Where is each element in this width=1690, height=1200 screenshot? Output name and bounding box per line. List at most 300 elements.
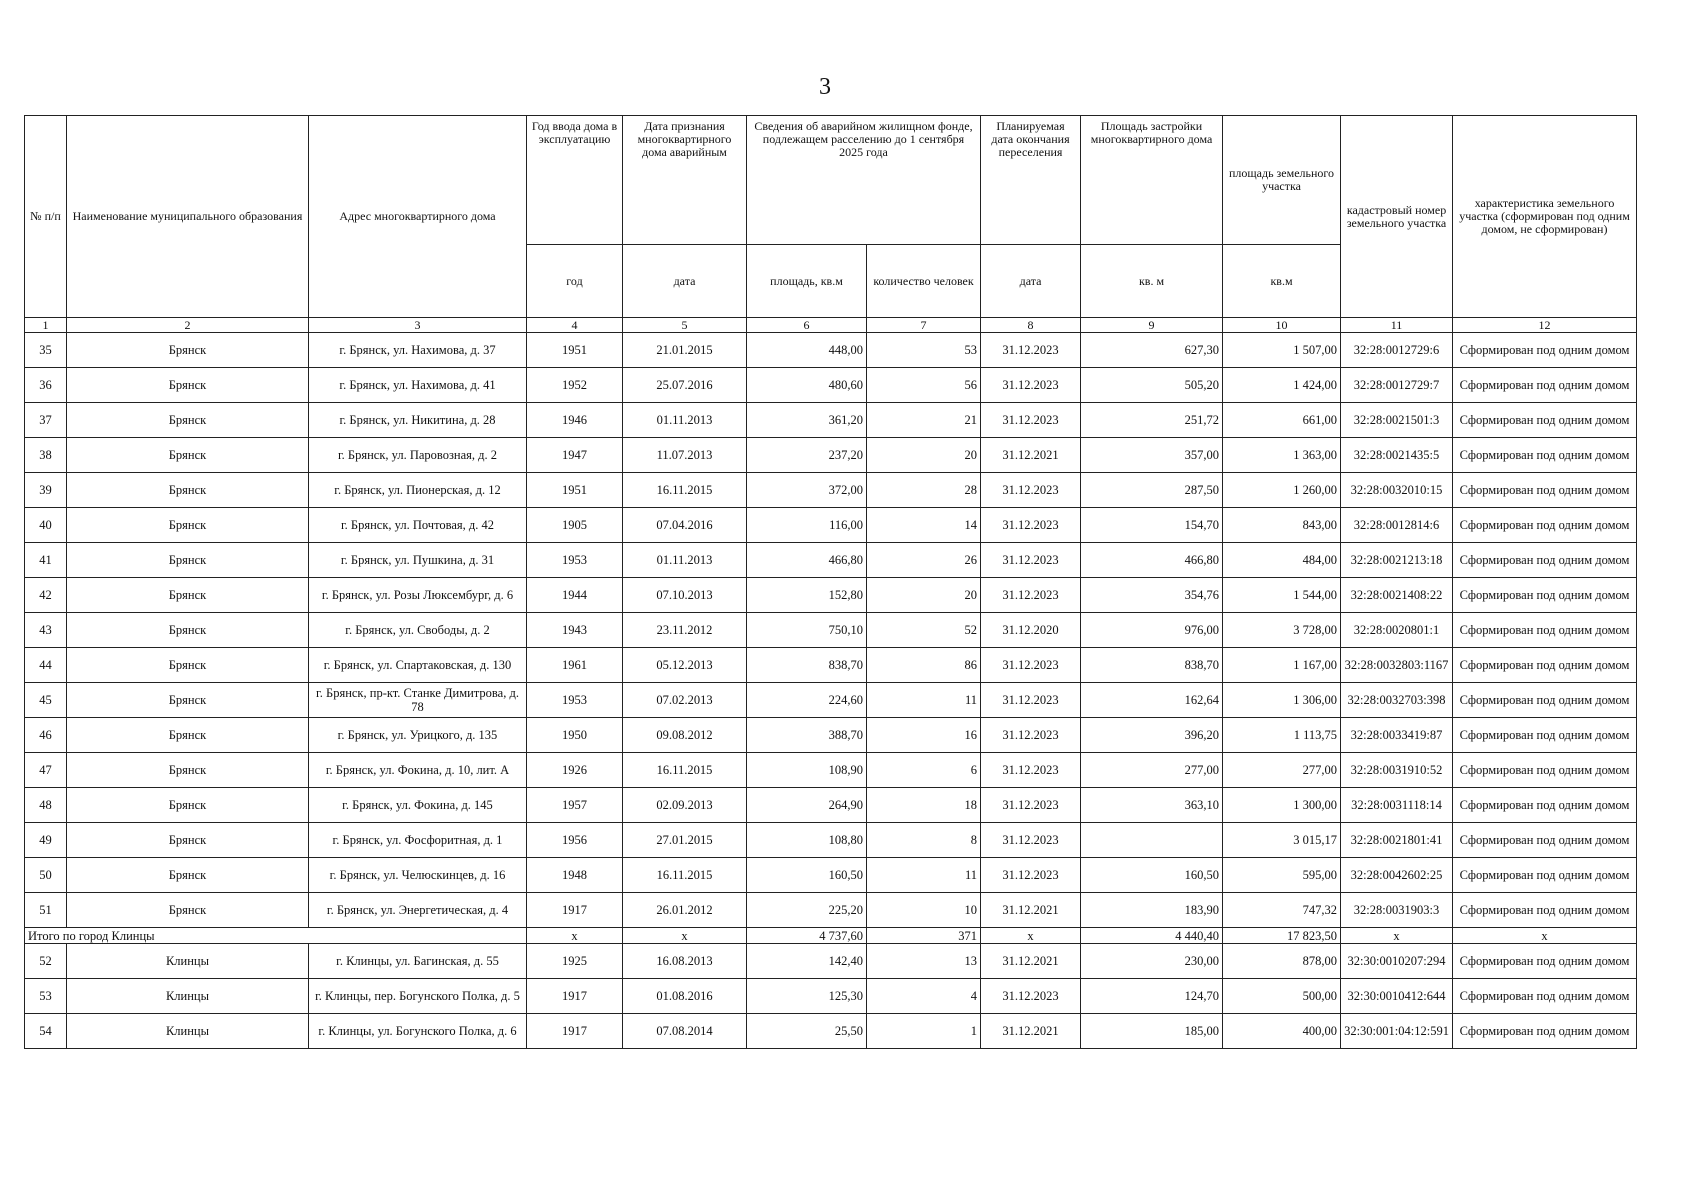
row-land-area: 1 363,00 — [1223, 438, 1341, 473]
row-area: 480,60 — [747, 368, 867, 403]
row-people: 26 — [867, 543, 981, 578]
row-address: г. Брянск, ул. Спартаковская, д. 130 — [309, 648, 527, 683]
row-characteristic: Сформирован под одним домом — [1453, 473, 1637, 508]
row-area: 838,70 — [747, 648, 867, 683]
table-header — [25, 116, 1637, 333]
row-plan-date: 31.12.2021 — [981, 438, 1081, 473]
row-people: 11 — [867, 858, 981, 893]
row-cadastral: 32:28:0012729:7 — [1341, 368, 1453, 403]
row-year: 1944 — [527, 578, 623, 613]
row-land-area: 843,00 — [1223, 508, 1341, 543]
row-cadastral: 32:30:001:04:12:591 — [1341, 1014, 1453, 1049]
row-year: 1917 — [527, 979, 623, 1014]
row-plan-date: 31.12.2023 — [981, 683, 1081, 718]
row-year: 1943 — [527, 613, 623, 648]
subheader-build-sqm: кв. м — [1081, 245, 1223, 318]
row-build-area: 183,90 — [1081, 893, 1223, 928]
row-characteristic: Сформирован под одним домом — [1453, 788, 1637, 823]
row-plan-date: 31.12.2023 — [981, 368, 1081, 403]
row-number: 38 — [25, 438, 67, 473]
row-year: 1947 — [527, 438, 623, 473]
row-area: 448,00 — [747, 333, 867, 368]
row-address: г. Клинцы, ул. Богунского Полка, д. 6 — [309, 1014, 527, 1049]
row-land-area: 1 507,00 — [1223, 333, 1341, 368]
row-build-area: 277,00 — [1081, 753, 1223, 788]
row-emergency-date: 16.11.2015 — [623, 858, 747, 893]
row-plan-date: 31.12.2023 — [981, 979, 1081, 1014]
header-col-planned-date: Планируемая дата окончания переселения — [981, 116, 1081, 245]
row-people: 6 — [867, 753, 981, 788]
row-year: 1926 — [527, 753, 623, 788]
row-area: 25,50 — [747, 1014, 867, 1049]
row-number: 35 — [25, 333, 67, 368]
row-characteristic: Сформирован под одним домом — [1453, 858, 1637, 893]
row-people: 8 — [867, 823, 981, 858]
row-municipality: Брянск — [67, 473, 309, 508]
row-address: г. Клинцы, пер. Богунского Полка, д. 5 — [309, 979, 527, 1014]
row-build-area: 160,50 — [1081, 858, 1223, 893]
table-row — [25, 473, 1637, 508]
row-plan-date: 31.12.2023 — [981, 823, 1081, 858]
header-col-year: Год ввода дома в эксплуатацию — [527, 116, 623, 245]
row-number: 53 — [25, 979, 67, 1014]
row-people: 1 — [867, 1014, 981, 1049]
row-emergency-date: 25.07.2016 — [623, 368, 747, 403]
row-cadastral: 32:28:0032703:398 — [1341, 683, 1453, 718]
row-area: 372,00 — [747, 473, 867, 508]
row-people: 53 — [867, 333, 981, 368]
row-people: 56 — [867, 368, 981, 403]
table-row — [25, 788, 1637, 823]
row-land-area: 3 015,17 — [1223, 823, 1341, 858]
row-build-area: 363,10 — [1081, 788, 1223, 823]
subheader-date: дата — [623, 245, 747, 318]
row-area: 237,20 — [747, 438, 867, 473]
row-number: 36 — [25, 368, 67, 403]
row-build-area: 354,76 — [1081, 578, 1223, 613]
table-body-bryansk — [25, 333, 1637, 928]
row-build-area: 466,80 — [1081, 543, 1223, 578]
row-emergency-date: 21.01.2015 — [623, 333, 747, 368]
header-col-address: Адрес многоквартирного дома — [309, 116, 527, 318]
table-row — [25, 543, 1637, 578]
row-address: г. Брянск, ул. Фокина, д. 145 — [309, 788, 527, 823]
table-row — [25, 683, 1637, 718]
row-characteristic: Сформирован под одним домом — [1453, 438, 1637, 473]
row-cadastral: 32:28:0021213:18 — [1341, 543, 1453, 578]
row-municipality: Брянск — [67, 543, 309, 578]
row-build-area: 505,20 — [1081, 368, 1223, 403]
table-row — [25, 368, 1637, 403]
column-number: 2 — [67, 318, 309, 333]
row-plan-date: 31.12.2023 — [981, 403, 1081, 438]
row-municipality: Брянск — [67, 858, 309, 893]
row-municipality: Брянск — [67, 648, 309, 683]
table-row — [25, 1014, 1637, 1049]
row-year: 1951 — [527, 473, 623, 508]
row-land-area: 747,32 — [1223, 893, 1341, 928]
row-emergency-date: 26.01.2012 — [623, 893, 747, 928]
subheader-people: количество человек — [867, 245, 981, 318]
row-number: 54 — [25, 1014, 67, 1049]
table-row — [25, 944, 1637, 979]
row-year: 1950 — [527, 718, 623, 753]
table-row — [25, 823, 1637, 858]
row-characteristic: Сформирован под одним домом — [1453, 683, 1637, 718]
row-year: 1905 — [527, 508, 623, 543]
row-people: 21 — [867, 403, 981, 438]
row-municipality: Брянск — [67, 613, 309, 648]
row-address: г. Клинцы, ул. Багинская, д. 55 — [309, 944, 527, 979]
row-characteristic: Сформирован под одним домом — [1453, 508, 1637, 543]
column-number: 3 — [309, 318, 527, 333]
row-year: 1946 — [527, 403, 623, 438]
row-municipality: Брянск — [67, 823, 309, 858]
row-year: 1951 — [527, 333, 623, 368]
column-number: 1 — [25, 318, 67, 333]
row-year: 1917 — [527, 1014, 623, 1049]
row-emergency-date: 27.01.2015 — [623, 823, 747, 858]
row-plan-date: 31.12.2023 — [981, 788, 1081, 823]
row-area: 160,50 — [747, 858, 867, 893]
row-people: 52 — [867, 613, 981, 648]
row-number: 51 — [25, 893, 67, 928]
row-characteristic: Сформирован под одним домом — [1453, 578, 1637, 613]
table-row — [25, 403, 1637, 438]
row-number: 43 — [25, 613, 67, 648]
row-people: 14 — [867, 508, 981, 543]
row-number: 37 — [25, 403, 67, 438]
row-people: 18 — [867, 788, 981, 823]
row-plan-date: 31.12.2023 — [981, 473, 1081, 508]
row-area: 125,30 — [747, 979, 867, 1014]
row-characteristic: Сформирован под одним домом — [1453, 333, 1637, 368]
row-emergency-date: 07.04.2016 — [623, 508, 747, 543]
row-cadastral: 32:28:0032010:15 — [1341, 473, 1453, 508]
row-address: г. Брянск, ул. Фокина, д. 10, лит. А — [309, 753, 527, 788]
header-col-municipality: Наименование муниципального образования — [67, 116, 309, 318]
row-people: 13 — [867, 944, 981, 979]
header-col-housing-info: Сведения об аварийном жилищном фонде, подлежащем расселению до 1 сентября 2025 года — [747, 116, 981, 245]
row-address: г. Брянск, ул. Челюскинцев, д. 16 — [309, 858, 527, 893]
total-land: 17 823,50 — [1223, 928, 1341, 944]
row-plan-date: 31.12.2021 — [981, 944, 1081, 979]
row-characteristic: Сформирован под одним домом — [1453, 543, 1637, 578]
row-land-area: 1 544,00 — [1223, 578, 1341, 613]
row-number: 39 — [25, 473, 67, 508]
row-address: г. Брянск, ул. Паровозная, д. 2 — [309, 438, 527, 473]
row-municipality: Брянск — [67, 753, 309, 788]
row-cadastral: 32:30:0010207:294 — [1341, 944, 1453, 979]
row-plan-date: 31.12.2023 — [981, 578, 1081, 613]
row-number: 48 — [25, 788, 67, 823]
row-address: г. Брянск, ул. Пушкина, д. 31 — [309, 543, 527, 578]
row-people: 20 — [867, 438, 981, 473]
row-address: г. Брянск, ул. Нахимова, д. 37 — [309, 333, 527, 368]
row-emergency-date: 02.09.2013 — [623, 788, 747, 823]
row-cadastral: 32:28:0031903:3 — [1341, 893, 1453, 928]
row-year: 1948 — [527, 858, 623, 893]
row-land-area: 277,00 — [1223, 753, 1341, 788]
header-col-number: № п/п — [25, 116, 67, 318]
row-cadastral: 32:28:0042602:25 — [1341, 858, 1453, 893]
row-municipality: Клинцы — [67, 944, 309, 979]
table-row — [25, 753, 1637, 788]
row-characteristic: Сформирован под одним домом — [1453, 718, 1637, 753]
row-cadastral: 32:28:0032803:1167 — [1341, 648, 1453, 683]
column-number: 12 — [1453, 318, 1637, 333]
row-plan-date: 31.12.2023 — [981, 543, 1081, 578]
row-plan-date: 31.12.2023 — [981, 333, 1081, 368]
row-municipality: Брянск — [67, 333, 309, 368]
row-area: 152,80 — [747, 578, 867, 613]
row-area: 116,00 — [747, 508, 867, 543]
row-number: 42 — [25, 578, 67, 613]
subheader-plan-date: дата — [981, 245, 1081, 318]
row-cadastral: 32:28:0012814:6 — [1341, 508, 1453, 543]
row-land-area: 1 167,00 — [1223, 648, 1341, 683]
row-address: г. Брянск, ул. Никитина, д. 28 — [309, 403, 527, 438]
row-year: 1952 — [527, 368, 623, 403]
row-number: 40 — [25, 508, 67, 543]
column-number: 8 — [981, 318, 1081, 333]
row-year: 1953 — [527, 543, 623, 578]
row-land-area: 661,00 — [1223, 403, 1341, 438]
row-area: 388,70 — [747, 718, 867, 753]
row-municipality: Клинцы — [67, 1014, 309, 1049]
row-build-area: 396,20 — [1081, 718, 1223, 753]
row-people: 10 — [867, 893, 981, 928]
row-cadastral: 32:28:0021801:41 — [1341, 823, 1453, 858]
row-address: г. Брянск, ул. Почтовая, д. 42 — [309, 508, 527, 543]
row-emergency-date: 11.07.2013 — [623, 438, 747, 473]
table-row — [25, 718, 1637, 753]
row-cadastral: 32:28:0021501:3 — [1341, 403, 1453, 438]
row-people: 11 — [867, 683, 981, 718]
row-number: 49 — [25, 823, 67, 858]
row-land-area: 484,00 — [1223, 543, 1341, 578]
row-area: 466,80 — [747, 543, 867, 578]
row-area: 225,20 — [747, 893, 867, 928]
resettlement-table — [24, 115, 1637, 1049]
row-cadastral: 32:28:0021408:22 — [1341, 578, 1453, 613]
header-col-land-area: площадь земельного участка — [1223, 116, 1341, 245]
row-area: 108,90 — [747, 753, 867, 788]
row-build-area: 154,70 — [1081, 508, 1223, 543]
table-row — [25, 648, 1637, 683]
row-plan-date: 31.12.2023 — [981, 858, 1081, 893]
total-year: x — [527, 928, 623, 944]
row-land-area: 1 260,00 — [1223, 473, 1341, 508]
row-municipality: Брянск — [67, 788, 309, 823]
row-land-area: 1 306,00 — [1223, 683, 1341, 718]
row-municipality: Брянск — [67, 438, 309, 473]
row-characteristic: Сформирован под одним домом — [1453, 753, 1637, 788]
subheader-land-sqm: кв.м — [1223, 245, 1341, 318]
row-plan-date: 31.12.2023 — [981, 753, 1081, 788]
row-build-area: 976,00 — [1081, 613, 1223, 648]
row-area: 750,10 — [747, 613, 867, 648]
row-emergency-date: 16.11.2015 — [623, 473, 747, 508]
row-address: г. Брянск, ул. Розы Люксембург, д. 6 — [309, 578, 527, 613]
table-total — [25, 928, 1637, 944]
row-land-area: 878,00 — [1223, 944, 1341, 979]
row-people: 28 — [867, 473, 981, 508]
row-municipality: Брянск — [67, 403, 309, 438]
row-address: г. Брянск, пр-кт. Станке Димитрова, д. 78 — [309, 683, 527, 718]
row-land-area: 400,00 — [1223, 1014, 1341, 1049]
row-area: 264,90 — [747, 788, 867, 823]
table-row — [25, 333, 1637, 368]
table-row — [25, 979, 1637, 1014]
row-number: 41 — [25, 543, 67, 578]
row-year: 1917 — [527, 893, 623, 928]
total-plan: x — [981, 928, 1081, 944]
table-row — [25, 613, 1637, 648]
row-land-area: 1 424,00 — [1223, 368, 1341, 403]
row-emergency-date: 07.10.2013 — [623, 578, 747, 613]
row-year: 1953 — [527, 683, 623, 718]
total-char: x — [1453, 928, 1637, 944]
row-land-area: 1 300,00 — [1223, 788, 1341, 823]
column-number: 11 — [1341, 318, 1453, 333]
row-build-area: 185,00 — [1081, 1014, 1223, 1049]
row-area: 142,40 — [747, 944, 867, 979]
row-characteristic: Сформирован под одним домом — [1453, 979, 1637, 1014]
total-area: 4 737,60 — [747, 928, 867, 944]
row-characteristic: Сформирован под одним домом — [1453, 893, 1637, 928]
row-municipality: Брянск — [67, 683, 309, 718]
row-year: 1956 — [527, 823, 623, 858]
row-characteristic: Сформирован под одним домом — [1453, 613, 1637, 648]
row-address: г. Брянск, ул. Энергетическая, д. 4 — [309, 893, 527, 928]
row-land-area: 595,00 — [1223, 858, 1341, 893]
row-characteristic: Сформирован под одним домом — [1453, 648, 1637, 683]
total-date: x — [623, 928, 747, 944]
row-people: 4 — [867, 979, 981, 1014]
column-number: 10 — [1223, 318, 1341, 333]
row-characteristic: Сформирован под одним домом — [1453, 944, 1637, 979]
table-row — [25, 893, 1637, 928]
row-plan-date: 31.12.2023 — [981, 718, 1081, 753]
row-people: 20 — [867, 578, 981, 613]
row-number: 52 — [25, 944, 67, 979]
total-row — [25, 928, 1637, 944]
subheader-area: площадь, кв.м — [747, 245, 867, 318]
row-municipality: Брянск — [67, 718, 309, 753]
row-build-area: 162,64 — [1081, 683, 1223, 718]
row-year: 1957 — [527, 788, 623, 823]
row-emergency-date: 05.12.2013 — [623, 648, 747, 683]
row-year: 1961 — [527, 648, 623, 683]
row-emergency-date: 09.08.2012 — [623, 718, 747, 753]
row-land-area: 3 728,00 — [1223, 613, 1341, 648]
row-build-area: 357,00 — [1081, 438, 1223, 473]
column-number: 6 — [747, 318, 867, 333]
row-cadastral: 32:28:0031910:52 — [1341, 753, 1453, 788]
row-area: 224,60 — [747, 683, 867, 718]
row-year: 1925 — [527, 944, 623, 979]
table-row — [25, 578, 1637, 613]
row-emergency-date: 01.11.2013 — [623, 403, 747, 438]
row-number: 47 — [25, 753, 67, 788]
row-address: г. Брянск, ул. Урицкого, д. 135 — [309, 718, 527, 753]
row-cadastral: 32:30:0010412:644 — [1341, 979, 1453, 1014]
row-cadastral: 32:28:0021435:5 — [1341, 438, 1453, 473]
row-emergency-date: 23.11.2012 — [623, 613, 747, 648]
total-label: Итого по город Клинцы — [25, 928, 527, 944]
row-municipality: Брянск — [67, 368, 309, 403]
row-emergency-date: 07.02.2013 — [623, 683, 747, 718]
row-people: 86 — [867, 648, 981, 683]
row-emergency-date: 16.08.2013 — [623, 944, 747, 979]
row-cadastral: 32:28:0012729:6 — [1341, 333, 1453, 368]
row-cadastral: 32:28:0033419:87 — [1341, 718, 1453, 753]
table-row — [25, 858, 1637, 893]
row-characteristic: Сформирован под одним домом — [1453, 1014, 1637, 1049]
row-number: 50 — [25, 858, 67, 893]
row-land-area: 500,00 — [1223, 979, 1341, 1014]
row-municipality: Брянск — [67, 578, 309, 613]
row-municipality: Брянск — [67, 508, 309, 543]
row-address: г. Брянск, ул. Пионерская, д. 12 — [309, 473, 527, 508]
row-build-area: 627,30 — [1081, 333, 1223, 368]
row-area: 108,80 — [747, 823, 867, 858]
row-characteristic: Сформирован под одним домом — [1453, 823, 1637, 858]
total-build: 4 440,40 — [1081, 928, 1223, 944]
row-emergency-date: 07.08.2014 — [623, 1014, 747, 1049]
table-row — [25, 508, 1637, 543]
row-emergency-date: 01.11.2013 — [623, 543, 747, 578]
row-address: г. Брянск, ул. Фосфоритная, д. 1 — [309, 823, 527, 858]
table-row — [25, 438, 1637, 473]
total-cad: x — [1341, 928, 1453, 944]
row-cadastral: 32:28:0031118:14 — [1341, 788, 1453, 823]
header-col-emergency-date: Дата признания многоквартирного дома аварийным — [623, 116, 747, 245]
total-people: 371 — [867, 928, 981, 944]
table-body-klintsy — [25, 944, 1637, 1049]
row-build-area — [1081, 823, 1223, 858]
row-number: 46 — [25, 718, 67, 753]
row-characteristic: Сформирован под одним домом — [1453, 368, 1637, 403]
header-col-cadastral: кадастровый номер земельного участка — [1341, 116, 1453, 318]
row-address: г. Брянск, ул. Свободы, д. 2 — [309, 613, 527, 648]
row-plan-date: 31.12.2021 — [981, 1014, 1081, 1049]
row-people: 16 — [867, 718, 981, 753]
row-plan-date: 31.12.2023 — [981, 648, 1081, 683]
column-number: 7 — [867, 318, 981, 333]
subheader-year: год — [527, 245, 623, 318]
row-cadastral: 32:28:0020801:1 — [1341, 613, 1453, 648]
column-number: 9 — [1081, 318, 1223, 333]
row-emergency-date: 16.11.2015 — [623, 753, 747, 788]
row-build-area: 124,70 — [1081, 979, 1223, 1014]
row-build-area: 251,72 — [1081, 403, 1223, 438]
row-plan-date: 31.12.2020 — [981, 613, 1081, 648]
row-land-area: 1 113,75 — [1223, 718, 1341, 753]
header-col-build-area: Площадь застройки многоквартирного дома — [1081, 116, 1223, 245]
row-build-area: 287,50 — [1081, 473, 1223, 508]
row-number: 45 — [25, 683, 67, 718]
resettlement-table-container — [24, 115, 1636, 1049]
row-plan-date: 31.12.2023 — [981, 508, 1081, 543]
column-number-row — [25, 318, 1637, 333]
row-address: г. Брянск, ул. Нахимова, д. 41 — [309, 368, 527, 403]
row-characteristic: Сформирован под одним домом — [1453, 403, 1637, 438]
row-area: 361,20 — [747, 403, 867, 438]
page-number: 3 — [819, 74, 831, 100]
header-col-characteristic: характеристика земельного участка (сформирован под одним домом, не сформирован) — [1453, 116, 1637, 318]
